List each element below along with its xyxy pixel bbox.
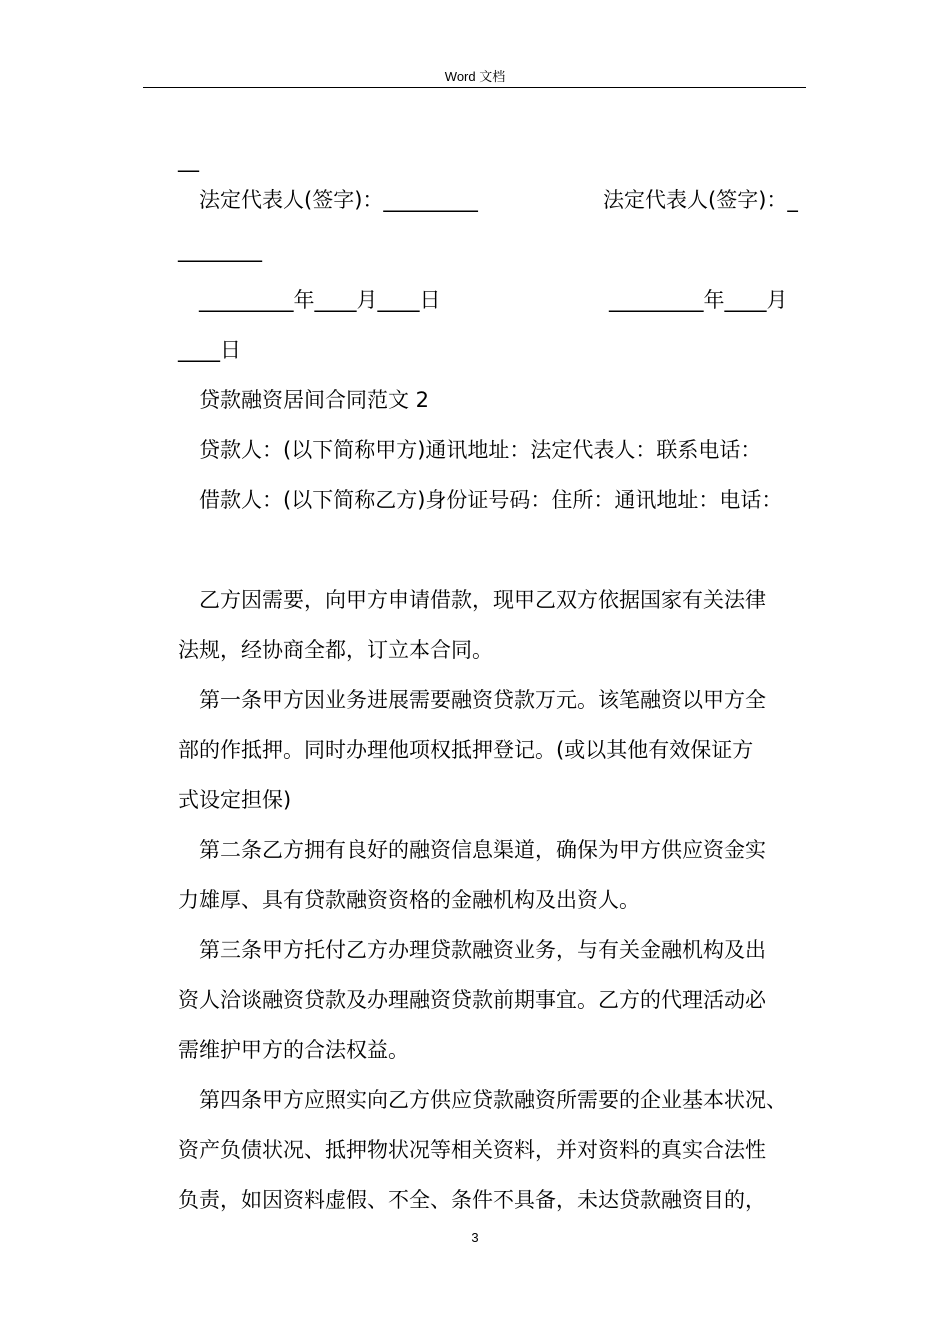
clause-4-line: 资产负债状况、抵押物状况等相关资料，并对资料的真实合法性: [178, 1138, 766, 1162]
page-number: 3: [471, 1230, 479, 1245]
body-line: ____日: [178, 338, 241, 362]
paragraph-line: 乙方因需要，向甲方申请借款，现甲乙双方依据国家有关法律: [199, 588, 766, 612]
clause-4-line: 负责，如因资料虚假、不全、条件不具备，未达贷款融资目的，: [178, 1188, 766, 1212]
date-line-right: _________年____月: [609, 288, 788, 312]
body-line: __: [178, 148, 199, 172]
header-title: Word 文档: [444, 69, 506, 84]
borrower-info: 借款人：(以下简称乙方)身份证号码：住所：通讯地址：电话：: [199, 488, 783, 512]
clause-1-line: 式设定担保): [178, 788, 292, 812]
clause-2-line: 力雄厚、具有贷款融资资格的金融机构及出资人。: [178, 888, 640, 912]
lender-info: 贷款人：(以下简称甲方)通讯地址：法定代表人：联系电话：: [199, 438, 762, 462]
body-line: ________: [178, 238, 262, 262]
clause-4-line: 第四条甲方应照实向乙方供应贷款融资所需要的企业基本状况、: [199, 1088, 787, 1112]
header-divider: [143, 87, 806, 88]
legal-rep-signature-right: 法定代表人(签字)：_: [603, 188, 798, 212]
section-title: 贷款融资居间合同范文 2: [199, 388, 430, 412]
legal-rep-signature-left: 法定代表人(签字)：_________: [199, 188, 478, 212]
clause-1-line: 第一条甲方因业务进展需要融资贷款万元。该笔融资以甲方全: [199, 688, 766, 712]
clause-3-line: 资人洽谈融资贷款及办理融资贷款前期事宜。乙方的代理活动必: [178, 988, 766, 1012]
clause-3-line: 第三条甲方托付乙方办理贷款融资业务，与有关金融机构及出: [199, 938, 766, 962]
clause-3-line: 需维护甲方的合法权益。: [178, 1038, 409, 1062]
clause-1-line: 部的作抵押。同时办理他项权抵押登记。(或以其他有效保证方: [178, 738, 754, 762]
clause-2-line: 第二条乙方拥有良好的融资信息渠道，确保为甲方供应资金实: [199, 838, 766, 862]
date-line-left: _________年____月____日: [199, 288, 441, 312]
paragraph-line: 法规，经协商全都，订立本合同。: [178, 638, 493, 662]
